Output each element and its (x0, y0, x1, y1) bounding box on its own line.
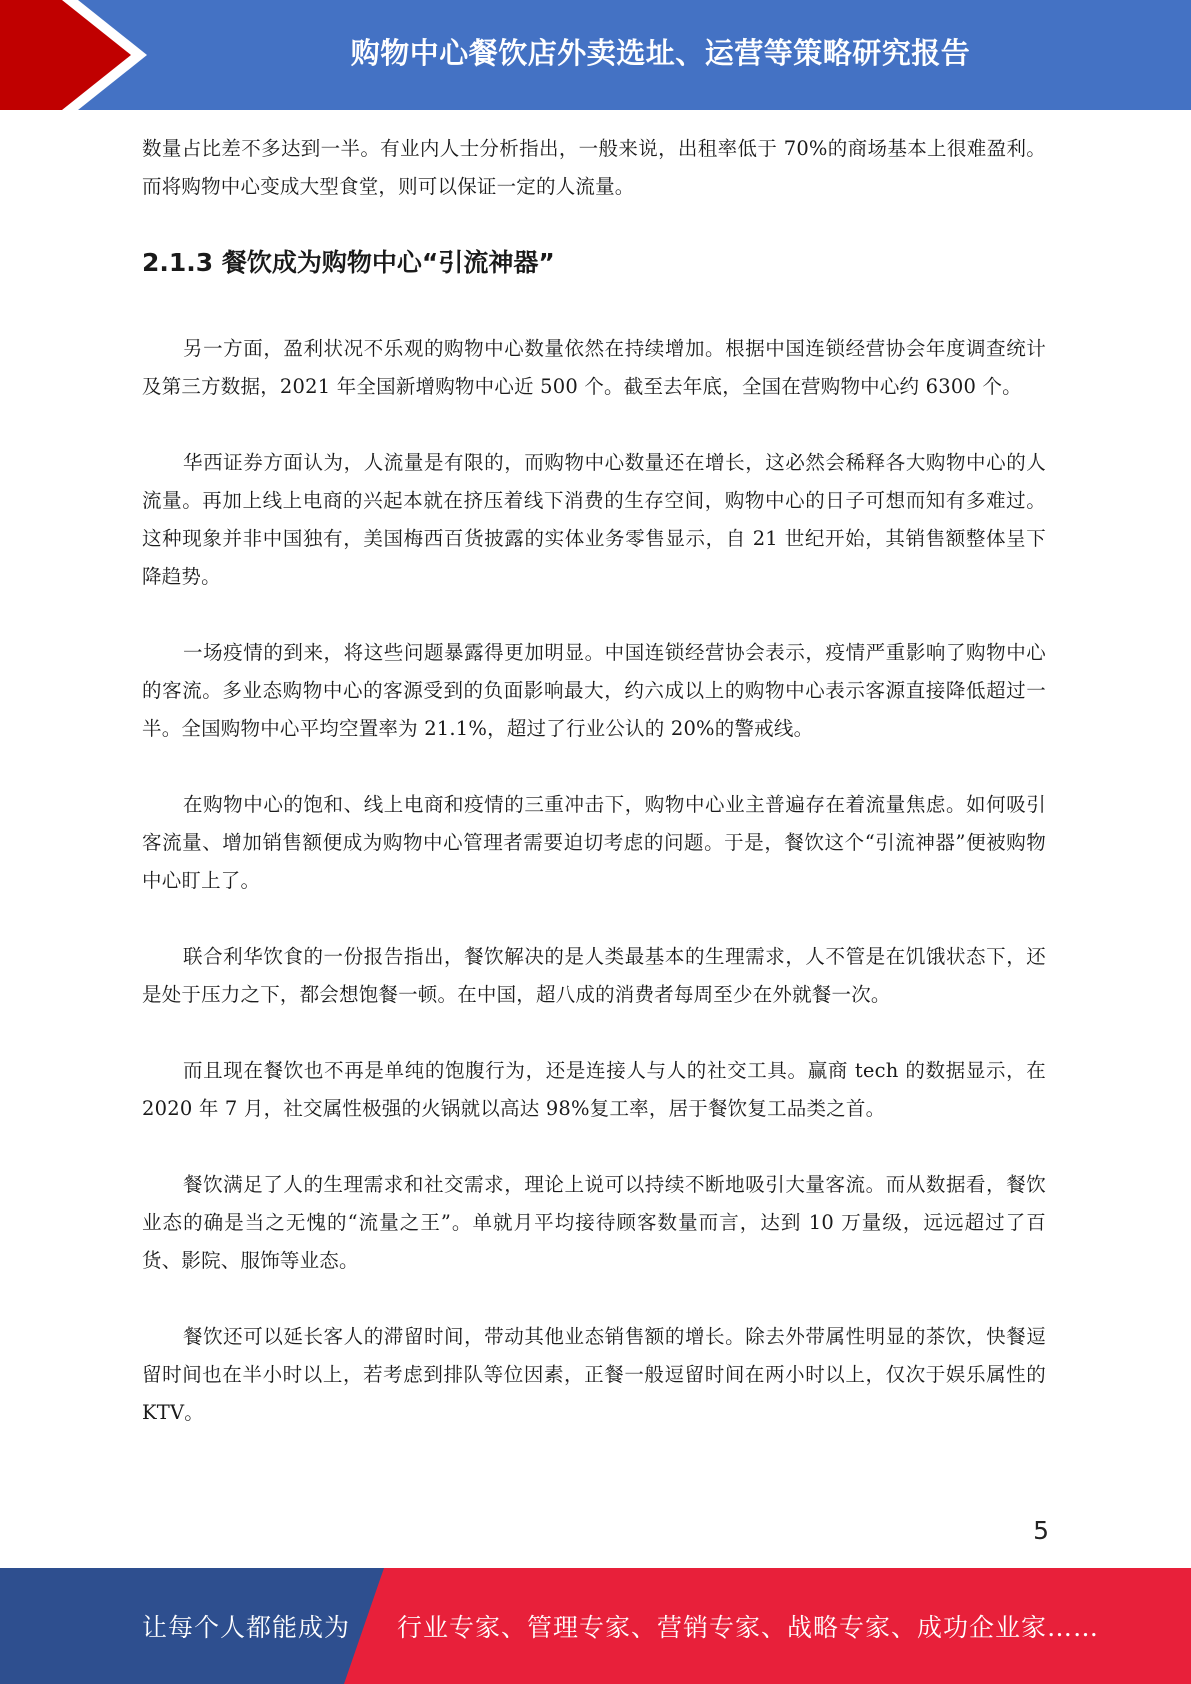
footer-slogan-left: 让每个人都能成为 (142, 1613, 351, 1642)
page-footer (0, 1568, 1191, 1684)
paragraph: 另一方面，盈利状况不乐观的购物中心数量依然在持续增加。根据中国连锁经营协会年度调查统计及第三方数据，2021 年全国新增购物中心近 500 个。截至去年底，全国在营购物中心约 6300 个。 (142, 337, 1046, 398)
section-heading: 2.1.3 餐饮成为购物中心“引流神器” (142, 248, 555, 277)
paragraph: 华西证券方面认为，人流量是有限的，而购物中心数量还在增长，这必然会稀释各大购物中心的人流量。再加上线上电商的兴起本就在挤压着线下消费的生存空间，购物中心的日子可想而知有多难过。这种现象并非中国独有，美国梅西百货披露的实体业务零售显示，自 21 世纪开始，其销售额整体呈下降趋势。 (142, 451, 1046, 588)
main-content (142, 130, 1046, 1432)
header-chevron-icon (0, 0, 160, 110)
page-header (0, 0, 1191, 110)
paragraph: 一场疫情的到来，将这些问题暴露得更加明显。中国连锁经营协会表示，疫情严重影响了购物中心的客流。多业态购物中心的客源受到的负面影响最大，约六成以上的购物中心表示客源直接降低超过一半。全国购物中心平均空置率为 21.1%，超过了行业公认的 20%的警戒线。 (142, 641, 1046, 740)
continued-paragraph: 数量占比差不多达到一半。有业内人士分析指出，一般来说，出租率低于 70%的商场基本上很难盈利。而将购物中心变成大型食堂，则可以保证一定的人流量。 (142, 137, 1046, 198)
paragraph: 餐饮满足了人的生理需求和社交需求，理论上说可以持续不断地吸引大量客流。而从数据看，餐饮业态的确是当之无愧的“流量之王”。单就月平均接待顾客数量而言，达到 10 万量级，远远超过了百货、影院、服饰等业态。 (142, 1173, 1046, 1272)
paragraph: 联合利华饮食的一份报告指出，餐饮解决的是人类最基本的生理需求，人不管是在饥饿状态下，还是处于压力之下，都会想饱餐一顿。在中国，超八成的消费者每周至少在外就餐一次。 (142, 945, 1046, 1006)
paragraph: 餐饮还可以延长客人的滞留时间，带动其他业态销售额的增长。除去外带属性明显的茶饮，快餐逗留时间也在半小时以上，若考虑到排队等位因素，正餐一般逗留时间在两小时以上，仅次于娱乐属性的 KTV。 (142, 1325, 1046, 1424)
document-title: 购物中心餐饮店外卖选址、运营等策略研究报告 (350, 35, 971, 70)
page-number: 5 (1033, 1516, 1049, 1545)
paragraph: 而且现在餐饮也不再是单纯的饱腹行为，还是连接人与人的社交工具。赢商 tech 的数据显示，在 2020 年 7 月，社交属性极强的火锅就以高达 98%复工率，居于餐饮复工品类之首。 (142, 1059, 1046, 1120)
paragraph: 在购物中心的饱和、线上电商和疫情的三重冲击下，购物中心业主普遍存在着流量焦虑。如何吸引客流量、增加销售额便成为购物中心管理者需要迫切考虑的问题。于是，餐饮这个“引流神器”便被购物中心盯上了。 (142, 793, 1046, 892)
footer-slogan-right: 行业专家、管理专家、营销专家、战略专家、成功企业家…… (397, 1613, 1100, 1642)
